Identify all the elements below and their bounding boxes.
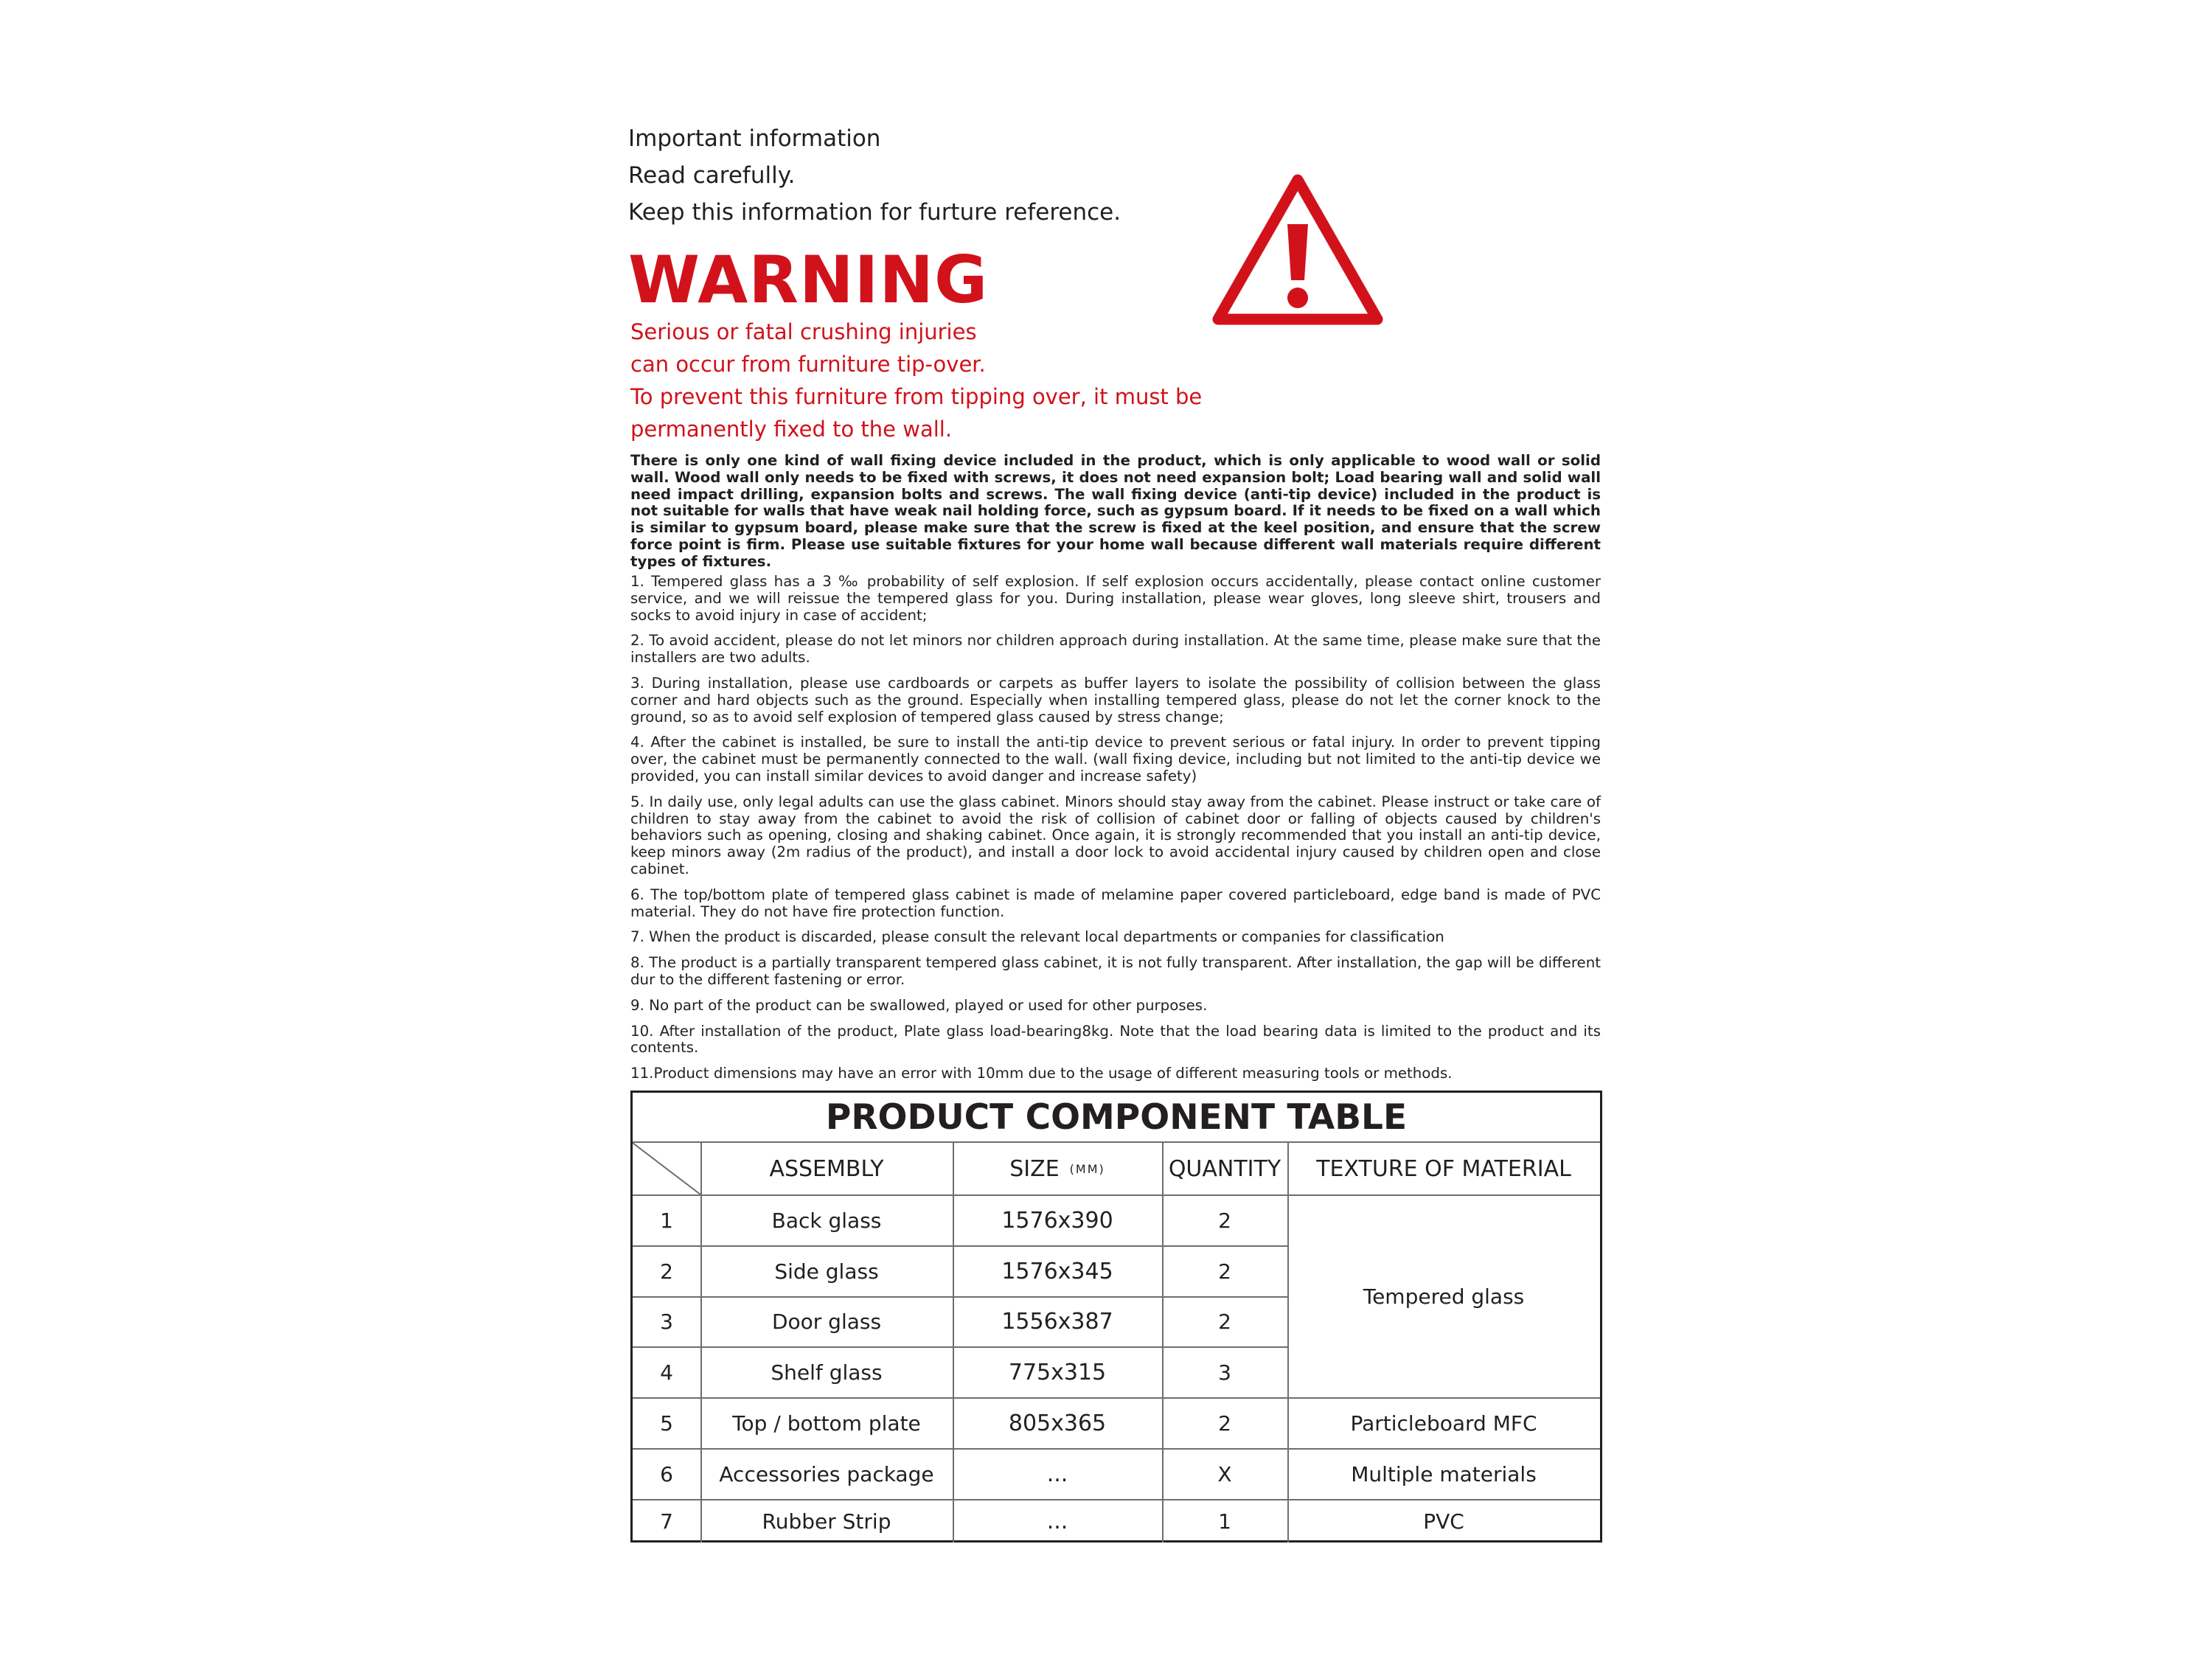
safety-note: 8. The product is a partially transparent tempered glass cabinet, it is not fully transparent. After installation, the gap will be different dur to the different fastening or error. [630, 954, 1601, 988]
intro-line-read: Read carefully. [628, 162, 796, 189]
product-component-table [630, 1091, 1602, 1543]
row-assembly: Side glass [774, 1259, 879, 1284]
safety-note: 6. The top/bottom plate of tempered glass cabinet is made of melamine paper covered particleboard, edge band is made of PVC material. They do not have fire protection function. [630, 886, 1601, 920]
safety-note: 1. Tempered glass has a 3 ‰ probability of self explosion. If self explosion occurs accidentally, please contact online customer service, and we will reissue the tempered glass for you. During installation, please wear gloves, long sleeve shirt, trousers and socks to avoid injury in case of accident; [630, 573, 1601, 624]
table-title: PRODUCT COMPONENT TABLE [633, 1093, 1600, 1143]
warning-line: permanently fixed to the wall. [630, 417, 953, 442]
row-quantity: 2 [1218, 1411, 1231, 1436]
header-size-unit: (MM) [1069, 1162, 1105, 1176]
row-number: 5 [660, 1411, 673, 1436]
safety-note: 4. After the cabinet is installed, be sure to install the anti-tip device to prevent serious or fatal injury. In order to prevent tipping over, the cabinet must be permanently connected to the wall. (wall fixing device, including but not limited to the anti-tip device we provided, you can install similar devices to avoid danger and increase safety) [630, 734, 1601, 785]
material-multiple: Multiple materials [1351, 1462, 1537, 1486]
row-size: 1556x387 [1001, 1309, 1113, 1335]
safety-note: 2. To avoid accident, please do not let minors nor children approach during installation. At the same time, please make sure that the installers are two adults. [630, 632, 1601, 667]
row-number: 3 [660, 1310, 673, 1334]
header-assembly: ASSEMBLY [769, 1156, 884, 1182]
safety-note: 5. In daily use, only legal adults can use the glass cabinet. Minors should stay away from the cabinet. Please instruct or take care of children to stay away from the cabinet to avoid the risk of collision of cabinet door or falling of objects caused by children's behaviors such as opening, closing and shaking cabinet. Once again, it is strongly recommended that you install an anti-tip device, keep minors away (2m radius of the product), and install a door lock to avoid accidental injury caused by children open and close cabinet. [630, 793, 1601, 877]
row-quantity: 3 [1218, 1360, 1231, 1385]
row-size: ... [1046, 1509, 1068, 1534]
material-pvc: PVC [1423, 1509, 1464, 1534]
row-assembly: Shelf glass [771, 1360, 883, 1385]
row-size: 775x315 [1008, 1360, 1107, 1385]
row-quantity: 2 [1218, 1310, 1231, 1334]
header-quantity: QUANTITY [1168, 1156, 1281, 1182]
intro-block [628, 120, 1218, 231]
header-size [953, 1144, 1162, 1194]
safety-notes-list [630, 574, 1601, 1091]
warning-line: To prevent this furniture from tipping over, it must be [630, 384, 1203, 409]
safety-note: 10. After installation of the product, Plate glass load-bearing8kg. Note that the load bearing data is limited to the product and its contents. [630, 1022, 1601, 1057]
safety-note: 7. When the product is discarded, please consult the relevant local departments or companies for classification [630, 928, 1444, 946]
row-assembly: Rubber Strip [762, 1509, 891, 1534]
warning-triangle-icon [1209, 171, 1386, 329]
material-tempered-glass: Tempered glass [1363, 1284, 1525, 1309]
safety-note: 9. No part of the product can be swallowed, played or used for other purposes. [630, 996, 1208, 1014]
row-assembly: Top / bottom plate [732, 1411, 921, 1436]
safety-note: 11.Product dimensions may have an error with 10mm due to the usage of different measuring tools or methods. [630, 1065, 1453, 1082]
row-size: 1576x390 [1001, 1208, 1113, 1234]
row-assembly: Accessories package [719, 1462, 934, 1486]
header-material: TEXTURE OF MATERIAL [1316, 1156, 1571, 1182]
wall-fixing-note: There is only one kind of wall fixing device included in the product, which is only applicable to wood wall or solid wall. Wood wall only needs to be fixed with screws, it does not need expansion bolt; Load bearing wall and solid wall need impact drilling, expansion bolts and screws. The wall fixing device (anti-tip device) included in the product is not suitable for walls that have weak nail holding force, such as gypsum board. If it needs to be fixed on a wall which is similar to gypsum board, please make sure that the screw is fixed at the keel position, and ensure that the screw force point is firm. Please use suitable fixtures for your home wall because different wall materials require different types of fixtures. [630, 452, 1601, 570]
row-size: 1576x345 [1001, 1259, 1113, 1284]
row-assembly: Back glass [771, 1208, 882, 1233]
corner-diagonal [633, 1143, 700, 1194]
row-quantity: X [1217, 1462, 1232, 1486]
warning-title: WARNING [628, 242, 989, 318]
row-number: 2 [660, 1259, 673, 1284]
row-quantity: 1 [1218, 1509, 1231, 1534]
row-quantity: 2 [1218, 1259, 1231, 1284]
warning-text [630, 316, 1515, 445]
row-number: 4 [660, 1360, 673, 1385]
warning-line: can occur from furniture tip-over. [630, 352, 986, 377]
row-size: 805x365 [1008, 1411, 1107, 1436]
row-quantity: 2 [1218, 1208, 1231, 1233]
safety-note: 3. During installation, please use cardboards or carpets as buffer layers to isolate the possibility of collision between the glass corner and hard objects such as the ground. Especially when installing tempered glass, please do not let the corner knock to the ground, so as to avoid self explosion of tempered glass caused by stress change; [630, 674, 1601, 726]
header-size-label: SIZE [1009, 1156, 1060, 1182]
row-size: ... [1046, 1461, 1068, 1487]
warning-line: Serious or fatal crushing injuries [630, 319, 977, 344]
row-number: 1 [660, 1208, 673, 1233]
row-number: 6 [660, 1462, 673, 1486]
row-number: 7 [660, 1509, 673, 1534]
row-assembly: Door glass [771, 1310, 882, 1334]
intro-line-keep: Keep this information for furture reference. [628, 199, 1121, 226]
intro-line-important: Important information [628, 125, 881, 152]
material-particleboard: Particleboard MFC [1350, 1411, 1537, 1436]
